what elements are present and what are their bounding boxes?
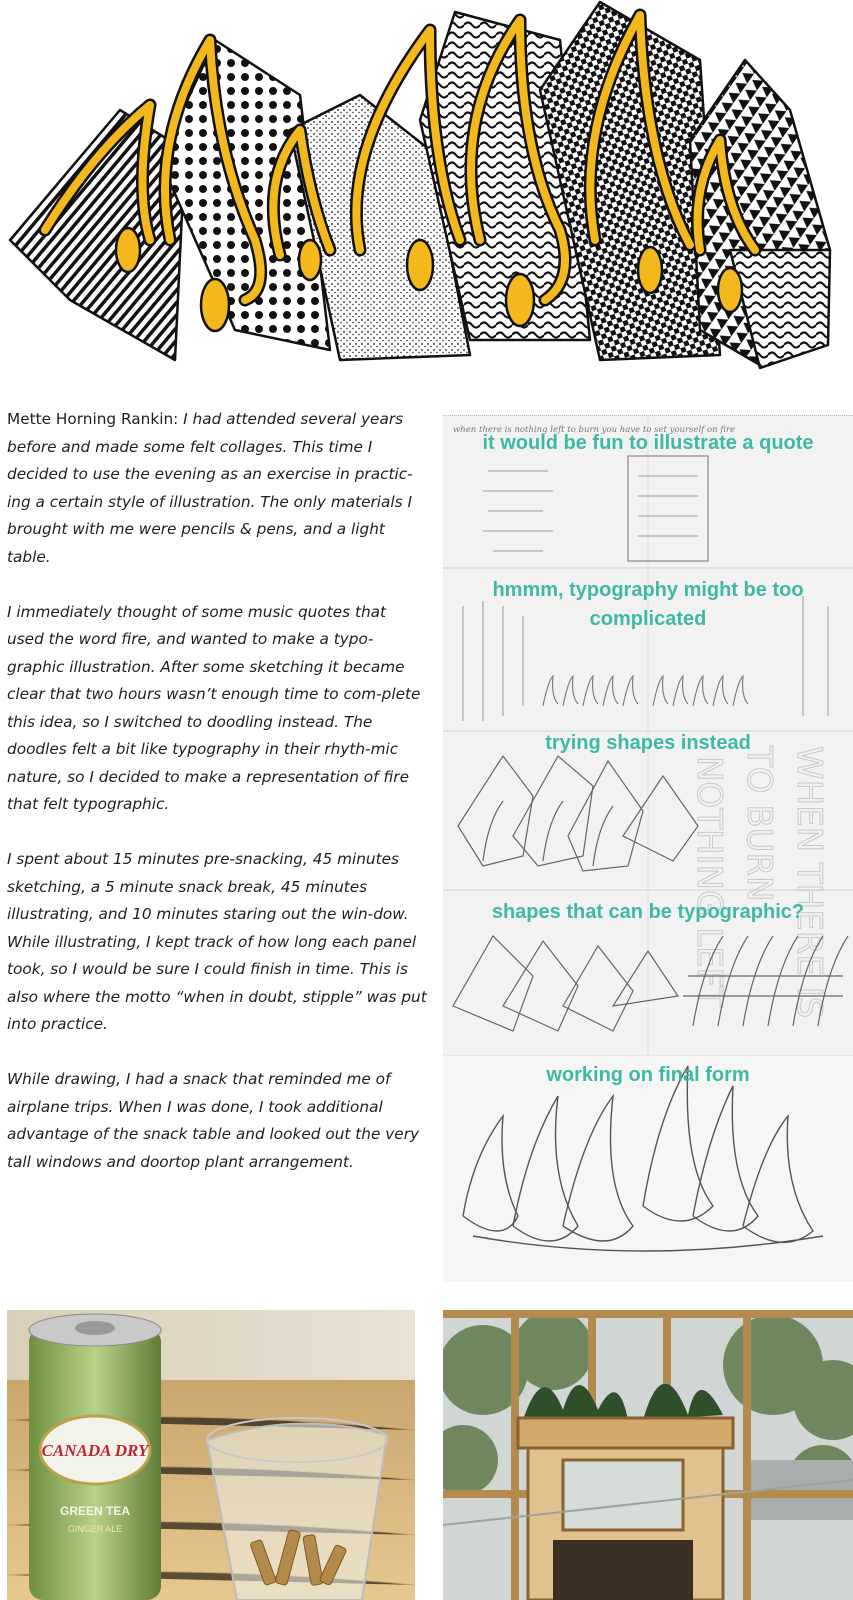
sketch-note-2: hmmm, typography might be too complicated: [492, 579, 804, 630]
svg-text:NOTHING LEFT: NOTHING LEFT: [689, 756, 729, 1008]
svg-text:TO BURN: TO BURN: [739, 746, 779, 902]
article-text: [7, 406, 427, 1204]
snack-photo: [7, 1310, 415, 1600]
sketch-note-1: it would be fun to illustrate a quote: [482, 432, 814, 454]
can-sub: GREEN TEA: [59, 1504, 131, 1518]
sketch-panel: [443, 415, 853, 1282]
sketch-note-5: working on final form: [546, 1064, 750, 1086]
sketch-note-4: shapes that can be typographic?: [491, 901, 805, 923]
window-photo: [443, 1310, 853, 1600]
can-brand: CANADA DRY: [41, 1441, 149, 1460]
paragraph-intro: [7, 406, 427, 571]
paragraph-4: While drawing, I had a snack that reminded me of airplane trips. When I was done, I took additional advantage of the snack table and looked out the very tall windows and doortop plant arrangement.: [7, 1070, 420, 1171]
paragraph-3: I spent about 15 minutes pre-snacking, 45 minutes sketching, a 5 minute snack break, 45 minutes illustrating, and 10 minutes staring out the win-dow. While illustrating, I kept track of how long each panel took, so I would be sure I could finish in time. This is also where the motto “when in doubt, stipple” was put into practice.: [7, 850, 427, 1033]
paragraph-2: I immediately thought of some music quotes that used the word fire, and wanted to make a typo-graphic illustration. After some sketching it became clear that two hours wasn’t enough time to com-plete this idea, so I switched to doodling instead. The doodles felt a bit like typography in their rhyth-mic nature, so I decided to make a representation of fire that felt typographic.: [7, 602, 421, 813]
flame-illustration: [0, 0, 853, 385]
author-name: Mette Horning Rankin:: [7, 410, 179, 428]
svg-text:WHEN THERE IS: WHEN THERE IS: [789, 746, 829, 1019]
pencil-sketches: [443, 416, 853, 1282]
can-label: GINGER ALE: [67, 1524, 123, 1534]
handwritten-quote: when there is nothing left to burn you have to set yourself on fire: [453, 425, 736, 435]
intro-text: I had attended several years before and made some felt collages. This time I decided to use the evening as an exercise in practic-ing a certain style of illustration. The only materials I brought with me were pencils & pens, and a light table.: [7, 410, 413, 566]
sketch-note-3: trying shapes instead: [545, 732, 751, 754]
